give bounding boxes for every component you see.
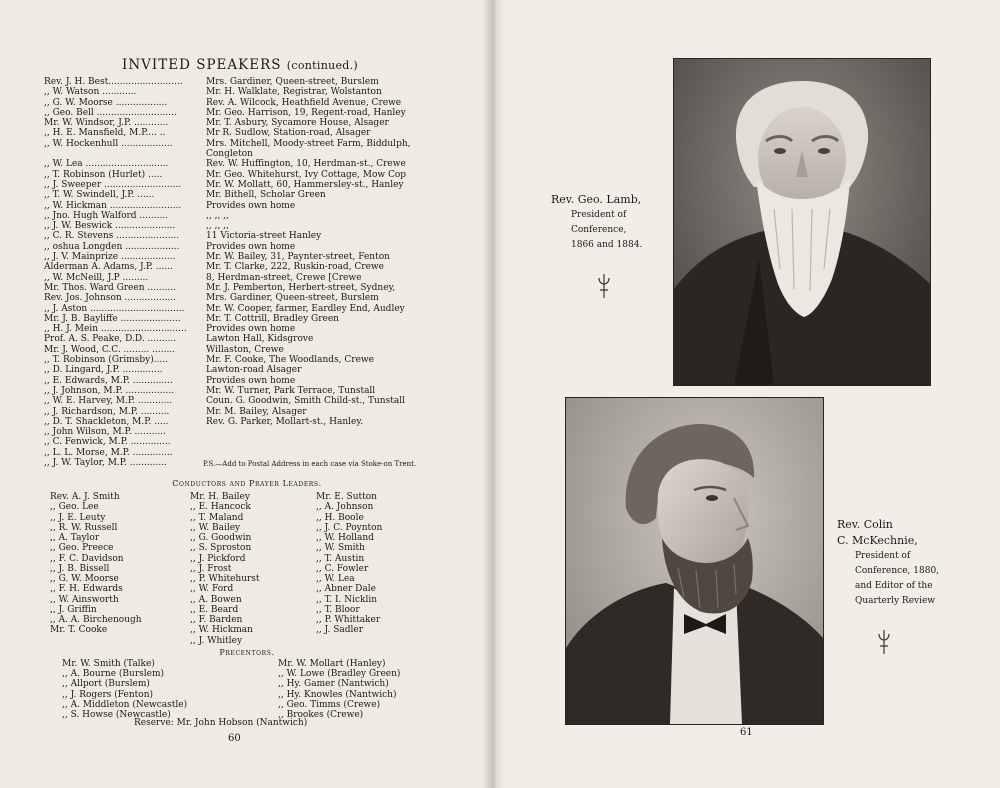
speaker-host: Mr. Geo. Whitehurst, Ivy Cottage, Mow Cop [206,169,407,180]
speaker-name: ,, C. R. Stevens ...................... [44,231,180,242]
speaker-name: Rev. Jos. Johnson .................. [44,293,177,304]
conductor-name: ,, Geo. Preece [50,543,114,554]
conductor-name: ,, W. Bailey [190,522,241,533]
speaker-name: ,, W. Watson ............ [44,87,137,98]
speaker-name: ,, John Wilson, M.P. ........... [44,427,166,438]
speaker-host: Rev. G. Parker, Mollart-st., Hanley. [206,416,364,427]
speaker-name: Mr. J. Wood, C.C. ......... ........ [44,344,176,355]
speaker-host: Willaston, Crewe [206,344,284,355]
speaker-host: 8, Herdman-street, Crewe [Crewe [206,272,362,283]
conductor-name: ,, H. Boole [316,512,364,523]
speaker-name: ,, D. Lingard, J.P. .............. [44,365,163,376]
conductors-column-2 [190,492,260,646]
speaker-host: Mr. W. Mollatt, 60, Hammersley-st., Hanley [206,179,404,190]
speaker-name: ,, E. Edwards, M.P. .............. [44,375,173,386]
title-text: INVITED SPEAKERS [122,57,282,73]
speaker-row [0,211,470,221]
speaker-name: Alderman A. Adams, J.P. ...... [44,262,173,273]
speaker-name: ,, G. W. Moorse .................. [44,97,168,108]
speaker-row [0,427,470,437]
conductor-name: Mr. H. Bailey [190,492,250,502]
speaker-host: Mr. J. Pemberton, Herbert-street, Sydney, [206,282,396,293]
conductor-name: ,, W. Lea [316,574,355,584]
title-suffix: (continued.) [286,59,359,72]
precentor-name: ,, A. Bourne (Burslem) [62,669,165,680]
precentor-name: ,, A. Middleton (Newcastle) [62,699,188,710]
speaker-host: Mrs. Gardiner, Queen-street, Burslem [206,77,379,87]
speaker-name: ,, W. Hockenhull .................. [44,138,173,149]
conductor-name: ,, A. Johnson [316,502,374,513]
conductor-name: ,, S. Sproston [190,543,252,554]
conductor-name: ,, W. Holland [316,533,374,543]
speaker-row [0,118,470,128]
speaker-host: Lawton Hall, Kidsgrove [206,334,314,345]
caption-name: Rev. Colin [837,518,893,531]
speaker-row [0,334,470,344]
speaker-host: Mr. W. Cooper, farmer, Eardley End, Audley [206,303,405,314]
right-page [494,0,1000,788]
speaker-host: Congleton [206,149,253,160]
speaker-host: Coun. G. Goodwin, Smith Child-st., Tunstall [206,396,405,407]
speaker-host: Mr. Bithell, Scholar Green [206,190,326,201]
conductor-name: ,, Abner Dale [316,584,376,595]
speaker-host: Mr. W. Bailey, 31, Paynter-street, Fenton [206,252,390,263]
conductor-name: ,, Geo. Lee [50,502,99,513]
speaker-row [0,407,470,417]
speaker-name: ,, T. Robinson (Hurlet) ..... [44,169,163,180]
conductors-column-1 [50,492,142,636]
speaker-name: ,, Geo. Bell ............................ [44,107,177,118]
speaker-name: ,, D. T. Shackleton, M.P. ..... [44,416,169,427]
speaker-row [0,159,470,169]
speaker-name: ,, Jno. Hugh Walford .......... [44,210,169,221]
page-title [122,57,358,73]
speaker-name: Mr. W. Windsor, J.P. ............ [44,118,169,129]
conductor-name: ,, R. W. Russell [50,522,118,533]
conductor-name: ,, A. A. Birchenough [50,615,142,625]
speaker-host: Provides own home [206,200,296,211]
speaker-host: Rev. A. Wilcock, Heathfield Avenue, Crewe [206,97,402,108]
speaker-host: Mr. H. Walklate, Registrar, Wolstanton [206,87,382,98]
speaker-name: ,, H. E. Mansfield, M.P.... .. [44,128,166,139]
speaker-name: ,, W. E. Harvey, M.P. ............ [44,396,173,407]
speaker-name: ,, T. W. Swindell, J.P. ...... [44,190,155,201]
precentor-name: ,, Allport (Burslem) [62,679,150,690]
speaker-name: ,, J. V. Mainprize ................... [44,252,176,263]
speaker-host: Mrs. Mitchell, Moody-street Farm, Biddulph, [206,138,411,149]
speaker-host: Mr. F. Cooke, The Woodlands, Crewe [206,355,374,366]
speaker-row [0,242,470,252]
conductor-name: ,, A. Bowen [190,594,242,605]
conductor-name: ,, J. Sadler [316,625,364,636]
speaker-row [0,376,470,386]
caption-line: Conference, [571,225,627,235]
precentor-name: ,, J. Rogers (Fenton) [62,689,154,700]
speaker-row [0,170,470,180]
speaker-name: ,, T. Robinson (Grimsby)..... [44,355,169,366]
speaker-row [0,283,470,293]
speaker-name: ,, J. Aston ................................. [44,303,185,314]
conductor-name: ,, T. Maland [190,512,244,523]
conductor-name: ,, A. Taylor [50,533,100,543]
speaker-row [0,190,470,200]
speaker-name: ,, W. McNeill, J.P ......... [44,272,149,283]
speaker-name: ,, J. Johnson, M.P. ................. [44,385,175,396]
speaker-row [0,128,470,138]
conductor-name: Mr. T. Cooke [50,625,108,636]
speaker-name: ,, H. J. Mein .............................. [44,324,187,335]
conductor-name: ,, W. Hickman [190,625,253,636]
caption-line: 1866 and 1884. [571,240,643,250]
speaker-name: ,, J. Sweeper ........................... [44,179,182,190]
speaker-name: ,, J. W. Taylor, M.P. ............. [44,457,167,468]
conductor-name: ,, J. E. Leuty [50,512,106,523]
portrait-colin-mckechnie [565,397,824,725]
book-gutter [482,0,506,788]
speaker-name: ,, J. W. Beswick ..................... [44,221,176,232]
speaker-host: Lawton-road Alsager [206,365,302,376]
speaker-name: Rev. J. H. Best.......................... [44,77,183,87]
page-number-right: 61 [740,727,753,738]
caption-line: Conference, 1880, [855,566,940,576]
speaker-name: Mr. J. B. Bayliffe ..................... [44,313,181,324]
conductor-name: ,, T. Austin [316,553,365,564]
speaker-host: Mrs. Gardiner, Queen-street, Burslem [206,293,379,304]
speaker-host: Provides own home [206,324,296,335]
speaker-name: ,, L. L. Morse, M.P. .............. [44,447,173,458]
conductor-name: Rev. A. J. Smith [50,492,120,502]
conductor-name: ,, J. C. Poynton [316,522,383,533]
conductor-name: ,, P. Whittaker [316,615,381,625]
speaker-row [0,108,470,118]
speaker-host: Mr. W. Turner, Park Terrace, Tunstall [206,385,376,396]
conductors-column-3 [316,492,382,636]
conductor-name: ,, J. Frost [190,563,232,574]
speaker-row [0,355,470,365]
conductor-name: ,, G. W. Moorse [50,574,119,584]
caption-line: President of [855,551,911,561]
speaker-host: Mr. T. Clarke, 222, Ruskin-road, Crewe [206,262,384,273]
speaker-row [0,417,470,427]
speaker-row [0,396,470,406]
caption-line: and Editor of the [855,581,933,591]
speaker-name: ,, W. Lea ............................. [44,159,169,170]
conductor-name: ,, J. Whitley [190,635,243,646]
conductor-name: ,, T. Bloor [316,604,360,615]
speaker-row [0,201,470,211]
caption-line: Quarterly Review [855,596,936,606]
invited-speakers-list [0,77,470,468]
speaker-row [0,180,470,190]
caption-colin-mckechnie [837,517,939,609]
conductor-name: ,, W. Smith [316,543,365,554]
conductor-name: ,, E. Beard [190,604,239,615]
speaker-host: 11 Victoria-street Hanley [206,231,322,242]
caption-name: C. McKechnie, [837,534,918,547]
speaker-row [0,324,470,334]
caption-line: President of [571,210,627,220]
conductor-name: ,, F. H. Edwards [50,584,123,595]
precentor-name: ,, Hy. Knowles (Nantwich) [278,689,397,700]
precentor-name: Mr. W. Mollart (Hanley) [278,659,386,669]
conductor-name: ,, F. Barden [190,615,243,625]
speaker-name: Mr. Thos. Ward Green .......... [44,282,176,293]
speaker-row [0,304,470,314]
speaker-row [0,345,470,355]
speaker-row [0,262,470,272]
speaker-name: ,, oshua Longden ................... [44,241,180,252]
ornament-icon [876,628,892,656]
speaker-row [0,314,470,324]
conductor-name: ,, F. C. Davidson [50,553,124,564]
conductor-name: ,, W. Ford [190,584,234,595]
speaker-row [0,77,470,87]
precentor-name: ,, Hy. Gamer (Nantwich) [278,679,389,690]
conductor-name: ,, G. Goodwin [190,533,252,543]
precentor-name: ,, Brookes (Crewe) [278,709,364,720]
speaker-row [0,386,470,396]
caption-geo-lamb [551,192,642,253]
precentor-name: ,, W. Lowe (Bradley Green) [278,669,401,680]
conductor-name: ,, E. Hancock [190,502,251,513]
precentor-name: ,, S. Howse (Newcastle) [62,709,171,720]
speaker-name: ,, C. Fenwick, M.P. .............. [44,437,171,448]
speaker-name: ,, W. Hickman ......................... [44,200,182,211]
speaker-host: Mr. T. Cottrill, Bradley Green [206,313,339,324]
speaker-host: Provides own home [206,375,296,386]
portrait-geo-lamb [673,58,931,386]
conductor-name: ,, W. Ainsworth [50,594,119,605]
reserve-line: Reserve: Mr. John Hobson (Nantwich) [134,718,308,728]
speaker-host: Mr R. Sudlow, Station-road, Alsager [206,128,371,139]
caption-name: Rev. Geo. Lamb, [551,193,642,206]
speaker-name: ,, J. Richardson, M.P. .......... [44,406,170,417]
speaker-row [0,149,470,159]
speaker-row [0,231,470,241]
speaker-host: Mr. T. Asbury, Sycamore House, Alsager [206,118,389,129]
speaker-row [0,139,470,149]
speaker-row [0,293,470,303]
conductors-heading: Conductors and Prayer Leaders. [172,479,322,488]
speaker-host: Rev. W. Huffington, 10, Herdman-st., Crewe [206,159,406,170]
conductor-name: ,, P. Whitehurst [190,574,260,584]
speaker-host: ,, ,, ,, [206,210,229,221]
speaker-row [0,221,470,231]
speaker-row [0,98,470,108]
precentors-column-2 [278,659,400,720]
precentor-name: Mr. W. Smith (Talke) [62,659,155,669]
speaker-row [0,252,470,262]
speaker-row [0,365,470,375]
speaker-host: ,, ,, ,, [206,221,229,232]
speaker-row [0,437,470,447]
speaker-row [0,273,470,283]
conductor-name: ,, C. Fowler [316,563,369,574]
speaker-host: Mr. Geo. Harrison, 19, Regent-road, Hanley [206,107,406,118]
ornament-icon [596,272,612,300]
conductor-name: ,, J. Griffin [50,604,97,615]
precentor-name: ,, Geo. Timms (Crewe) [278,699,381,710]
postal-note: P.S.—Add to Postal Address in each case via Stoke-on Trent. [203,460,417,468]
speaker-host: Mr. M. Bailey, Alsager [206,406,307,417]
precentors-column-1 [62,659,187,720]
left-page [0,0,494,788]
speaker-host: Provides own home [206,241,296,252]
conductor-name: ,, J. Pickford [190,553,246,564]
speaker-name: Prof. A. S. Peake, D.D. .......... [44,334,177,345]
conductor-name: ,, T. I. Nicklin [316,594,378,605]
precentors-heading: Precentors. [219,648,275,657]
speaker-row [0,87,470,97]
speaker-row [0,448,470,458]
page-number-left: 60 [228,733,241,744]
conductor-name: Mr. E. Sutton [316,492,377,502]
conductor-name: ,, J. B. Bissell [50,563,110,574]
